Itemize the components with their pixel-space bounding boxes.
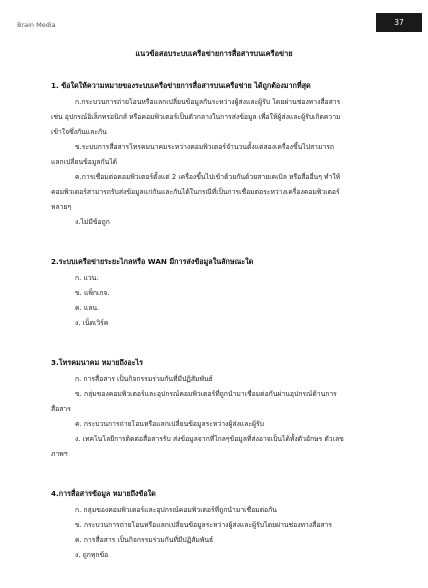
answer-option-text: ข.ระบบการสื่อสารโทรคมนาคมระหว่างคอมพิวเตอร์จำนวนตั้งแต่สองเครื่องขึ้นไปสามารถ <box>75 143 335 151</box>
question-list <box>51 79 379 588</box>
answer-option-text: ก. การสื่อสาร เป็นกิจกรรมร่วมกันที่มีปฏิสัมพันธ์ <box>75 375 213 383</box>
answer-option <box>51 140 379 170</box>
answer-option-text: ข. กลุ่มของคอมพิวเตอร์และอุปกรณ์คอมพิวเตอร์ที่ถูกนำมาเชื่อมต่อกันผ่านอุปกรณ์ด้านการ <box>75 390 337 398</box>
answer-option <box>51 316 379 331</box>
answer-option-text: เช่น อุปกรณ์อิเล็กทรอนิกส์ หรือคอมพิวเตอร์เป็นตัวกลางในการส่งข้อมูล เพื่อให้ผู้ส่งและผู้รับเกิดความ <box>51 113 341 121</box>
answer-option-text: แลกเปลี่ยนข้อมูลกันได้ <box>51 158 118 166</box>
answer-option <box>51 518 379 533</box>
answer-option <box>51 548 379 563</box>
question-block <box>51 487 379 563</box>
answer-option <box>51 170 379 215</box>
answer-option-text: ค. กระบวนการถ่ายโอนหรือแลกเปลี่ยนข้อมูลระหว่างผู้ส่งและผู้รับ <box>75 420 264 428</box>
answer-option-text: ค. แลน. <box>75 304 100 312</box>
answer-option-text: ก. กลุ่มของคอมพิวเตอร์และอุปกรณ์คอมพิวเตอร์ที่ถูกนำมาเชื่อมต่อกัน <box>75 506 277 514</box>
question-heading: 1. ข้อใดให้ความหมายของระบบเครือข่ายการสื่อสารบนเครือข่าย ได้ถูกต้องมากที่สุด <box>51 81 311 90</box>
answer-option-text: ค.การเชื่อมต่อคอมพิวเตอร์ตั้งแต่ 2 เครื่องขึ้นไปเข้าด้วยกันด้วยสายเคเบิล หรือสื่ออื่นๆ ทำให้ <box>75 173 341 181</box>
answer-option <box>51 215 379 230</box>
question-block <box>51 79 379 230</box>
answer-option-text: ง. เน็ตเวิร์ค <box>75 319 109 327</box>
question-block <box>51 356 379 462</box>
answer-option <box>51 503 379 518</box>
answer-option-text: หลายๆ <box>51 203 72 211</box>
question-heading: 3.โทรคมนาคม หมายถึงอะไร <box>51 358 143 367</box>
question-block <box>51 255 379 331</box>
page-title: แนวข้อสอบระบบเครือข่ายการสื่อสารบนเครือข่าย <box>135 49 293 58</box>
answer-option-text: ก. แวน. <box>75 274 99 282</box>
answer-option-text: ง.ไม่มีข้อถูก <box>75 218 110 226</box>
answer-option <box>51 432 379 462</box>
answer-option-text: ข. แพ็กเกจ. <box>75 289 110 297</box>
brand-header: Brain Media <box>17 21 56 29</box>
answer-option-text: ง. ถูกทุกข้อ <box>75 551 109 559</box>
question-heading: 4.การสื่อสารข้อมูล หมายถึงข้อใด <box>51 489 156 498</box>
answer-option-text: ข. กระบวนการถ่ายโอนหรือแลกเปลี่ยนข้อมูลระหว่างผู้ส่งและผู้รับโดยผ่านช่องทางสื่อสาร <box>75 521 333 529</box>
answer-option-text: เข้าใจซึ่งกันและกัน <box>51 128 107 136</box>
answer-option <box>51 301 379 316</box>
answer-option <box>51 286 379 301</box>
answer-option-text: ภาพฯ <box>51 450 68 458</box>
answer-option-text: ก.กระบวนการถ่ายโอนหรือแลกเปลี่ยนข้อมูลกันระหว่างผู้ส่งและผู้รับ โดยผ่านช่องทางสื่อสาร <box>75 98 341 106</box>
answer-option <box>51 387 379 417</box>
question-heading: 2.ระบบเครือข่ายระยะไกลหรือ WAN มีการส่งข้อมูลในลักษณะใด <box>51 257 254 266</box>
answer-option-text: ง. เทคโนโลยีการติดต่อสื่อสารรับ ส่งข้อมูลจากที่ไกลๆข้อมูลที่ส่งอาจเป็นได้ทั้งตัวอักษร ตัวเลข <box>75 435 344 443</box>
answer-option <box>51 271 379 286</box>
answer-option <box>51 417 379 432</box>
answer-option <box>51 95 379 140</box>
answer-option-text: ค. การสื่อสาร เป็นกิจกรรมร่วมกันที่มีปฏิสัมพันธ์ <box>75 536 214 544</box>
page-number-badge: 37 <box>376 13 422 32</box>
answer-option-text: คอมพิวเตอร์สามารถรับส่งข้อมูลแก่กันและกันได้ในกรณีที่เป็นการเชื่อมต่อระหว่างเครื่องคอมพิวเตอร์ <box>51 188 340 196</box>
answer-option <box>51 372 379 387</box>
answer-option-text: สื่อสาร <box>51 405 71 413</box>
answer-option <box>51 533 379 548</box>
